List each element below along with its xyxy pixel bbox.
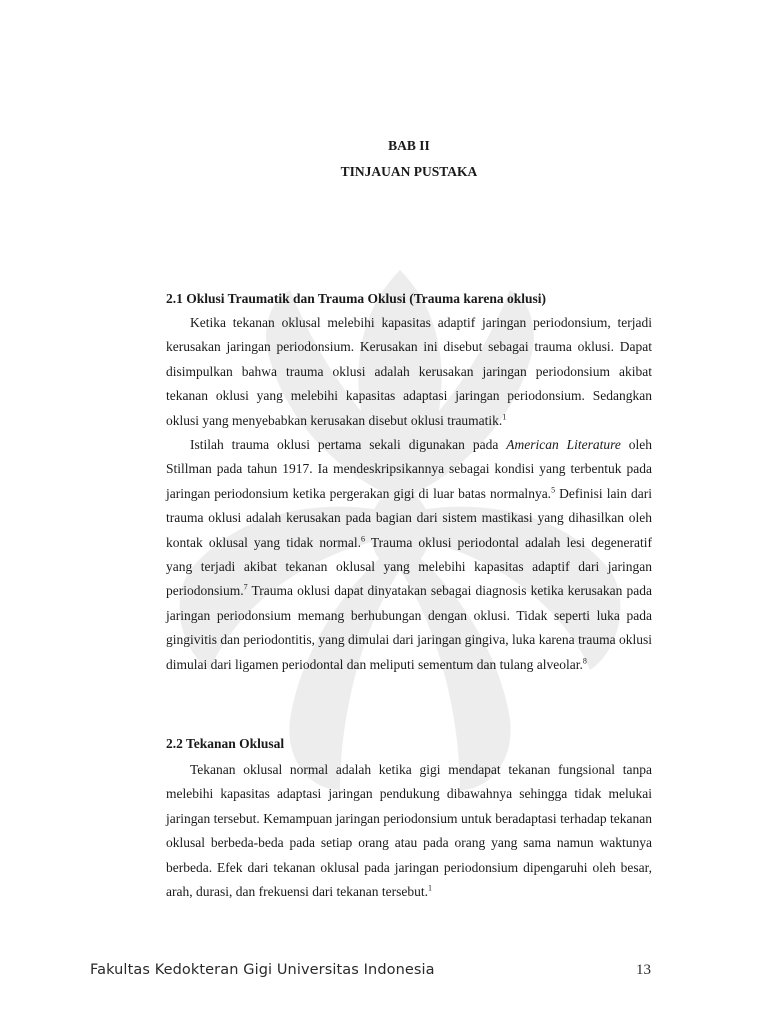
text-run: Definisi lain dari trauma oklusi adalah kerusakan pada bagian dari sistem mastikasi yang dihasilkan oleh kontak oklusal yang tidak normal. [166,485,652,550]
paragraph [166,311,652,433]
footnote-ref: 1 [428,883,433,893]
footnote-ref: 7 [243,582,248,592]
section-2-2 [166,732,652,904]
footer-institution: Fakultas Kedokteran Gigi Universitas Indonesia [90,962,435,978]
chapter-number: BAB II [388,138,430,153]
text-run: Trauma oklusi periodontal adalah lesi degeneratif yang terjadi akibat tekanan oklusal yang melebihi kapasitas adaptif dari jaringan periodonsium. [166,534,652,599]
section-heading: 2.2 Tekanan Oklusal [166,736,285,751]
italic-text: American Literature [506,437,621,453]
section-heading: 2.1 Oklusi Traumatik dan Trauma Oklusi (Trauma karena oklusi) [166,291,546,306]
text-run: Trauma oklusi dapat dinyatakan sebagai diagnosis ketika kerusakan pada jaringan periodonsium memang berhubungan dengan oklusi. Tidak seperti luka pada gingivitis dan periodontitis, yang dimulai dari jaringan gingiva, luka karena trauma oklusi dimulai dari ligamen periodontal dan meliputi sementum dan tulang alveolar. [166,583,652,672]
page-number: 13 [636,962,651,978]
paragraph [166,433,652,677]
footnote-ref: 5 [551,485,556,495]
footnote-ref: 6 [360,534,365,544]
text-run: oleh Stillman pada tahun 1917. Ia mendeskripsikannya sebagai kondisi yang terbentuk pada jaringan periodonsium ketika pergerakan gigi di luar batas normalnya. [166,437,653,501]
paragraph [166,758,652,904]
text-run: Tekanan oklusal normal adalah ketika gigi mendapat tekanan fungsional tanpa melebihi kapasitas adaptasi jaringan pendukung dibawahnya sehingga tidak melukai jaringan tersebut. Kemampuan jaringan periodonsium untuk beradaptasi terhadap tekanan oklusal berbeda-beda pada setiap orang atau pada orang yang sama namun waktunya berbeda. Efek dari tekanan oklusal pada jaringan periodonsium dipengaruhi oleh besar, arah, durasi, dan frekuensi dari tekanan tersebut. [166,762,652,900]
footnote-ref: 8 [582,656,587,666]
text-run: Istilah trauma oklusi pertama sekali digunakan pada [190,437,507,453]
chapter-title: TINJAUAN PUSTAKA [340,164,478,179]
text-run: Ketika tekanan oklusal melebihi kapasitas adaptif jaringan periodonsium, terjadi kerusakan jaringan periodonsium. Kerusakan ini disebut sebagai trauma oklusi. Dapat disimpulkan bahwa trauma oklusi adalah kerusakan jaringan periodonsium akibat tekanan oklusi yang melebihi kapasitas adaptasi jaringan periodonsium. Sedangkan oklusi yang menyebabkan kerusakan disebut oklusi traumatik. [166,315,652,428]
section-2-1 [166,287,652,677]
footnote-ref: 1 [502,412,507,422]
